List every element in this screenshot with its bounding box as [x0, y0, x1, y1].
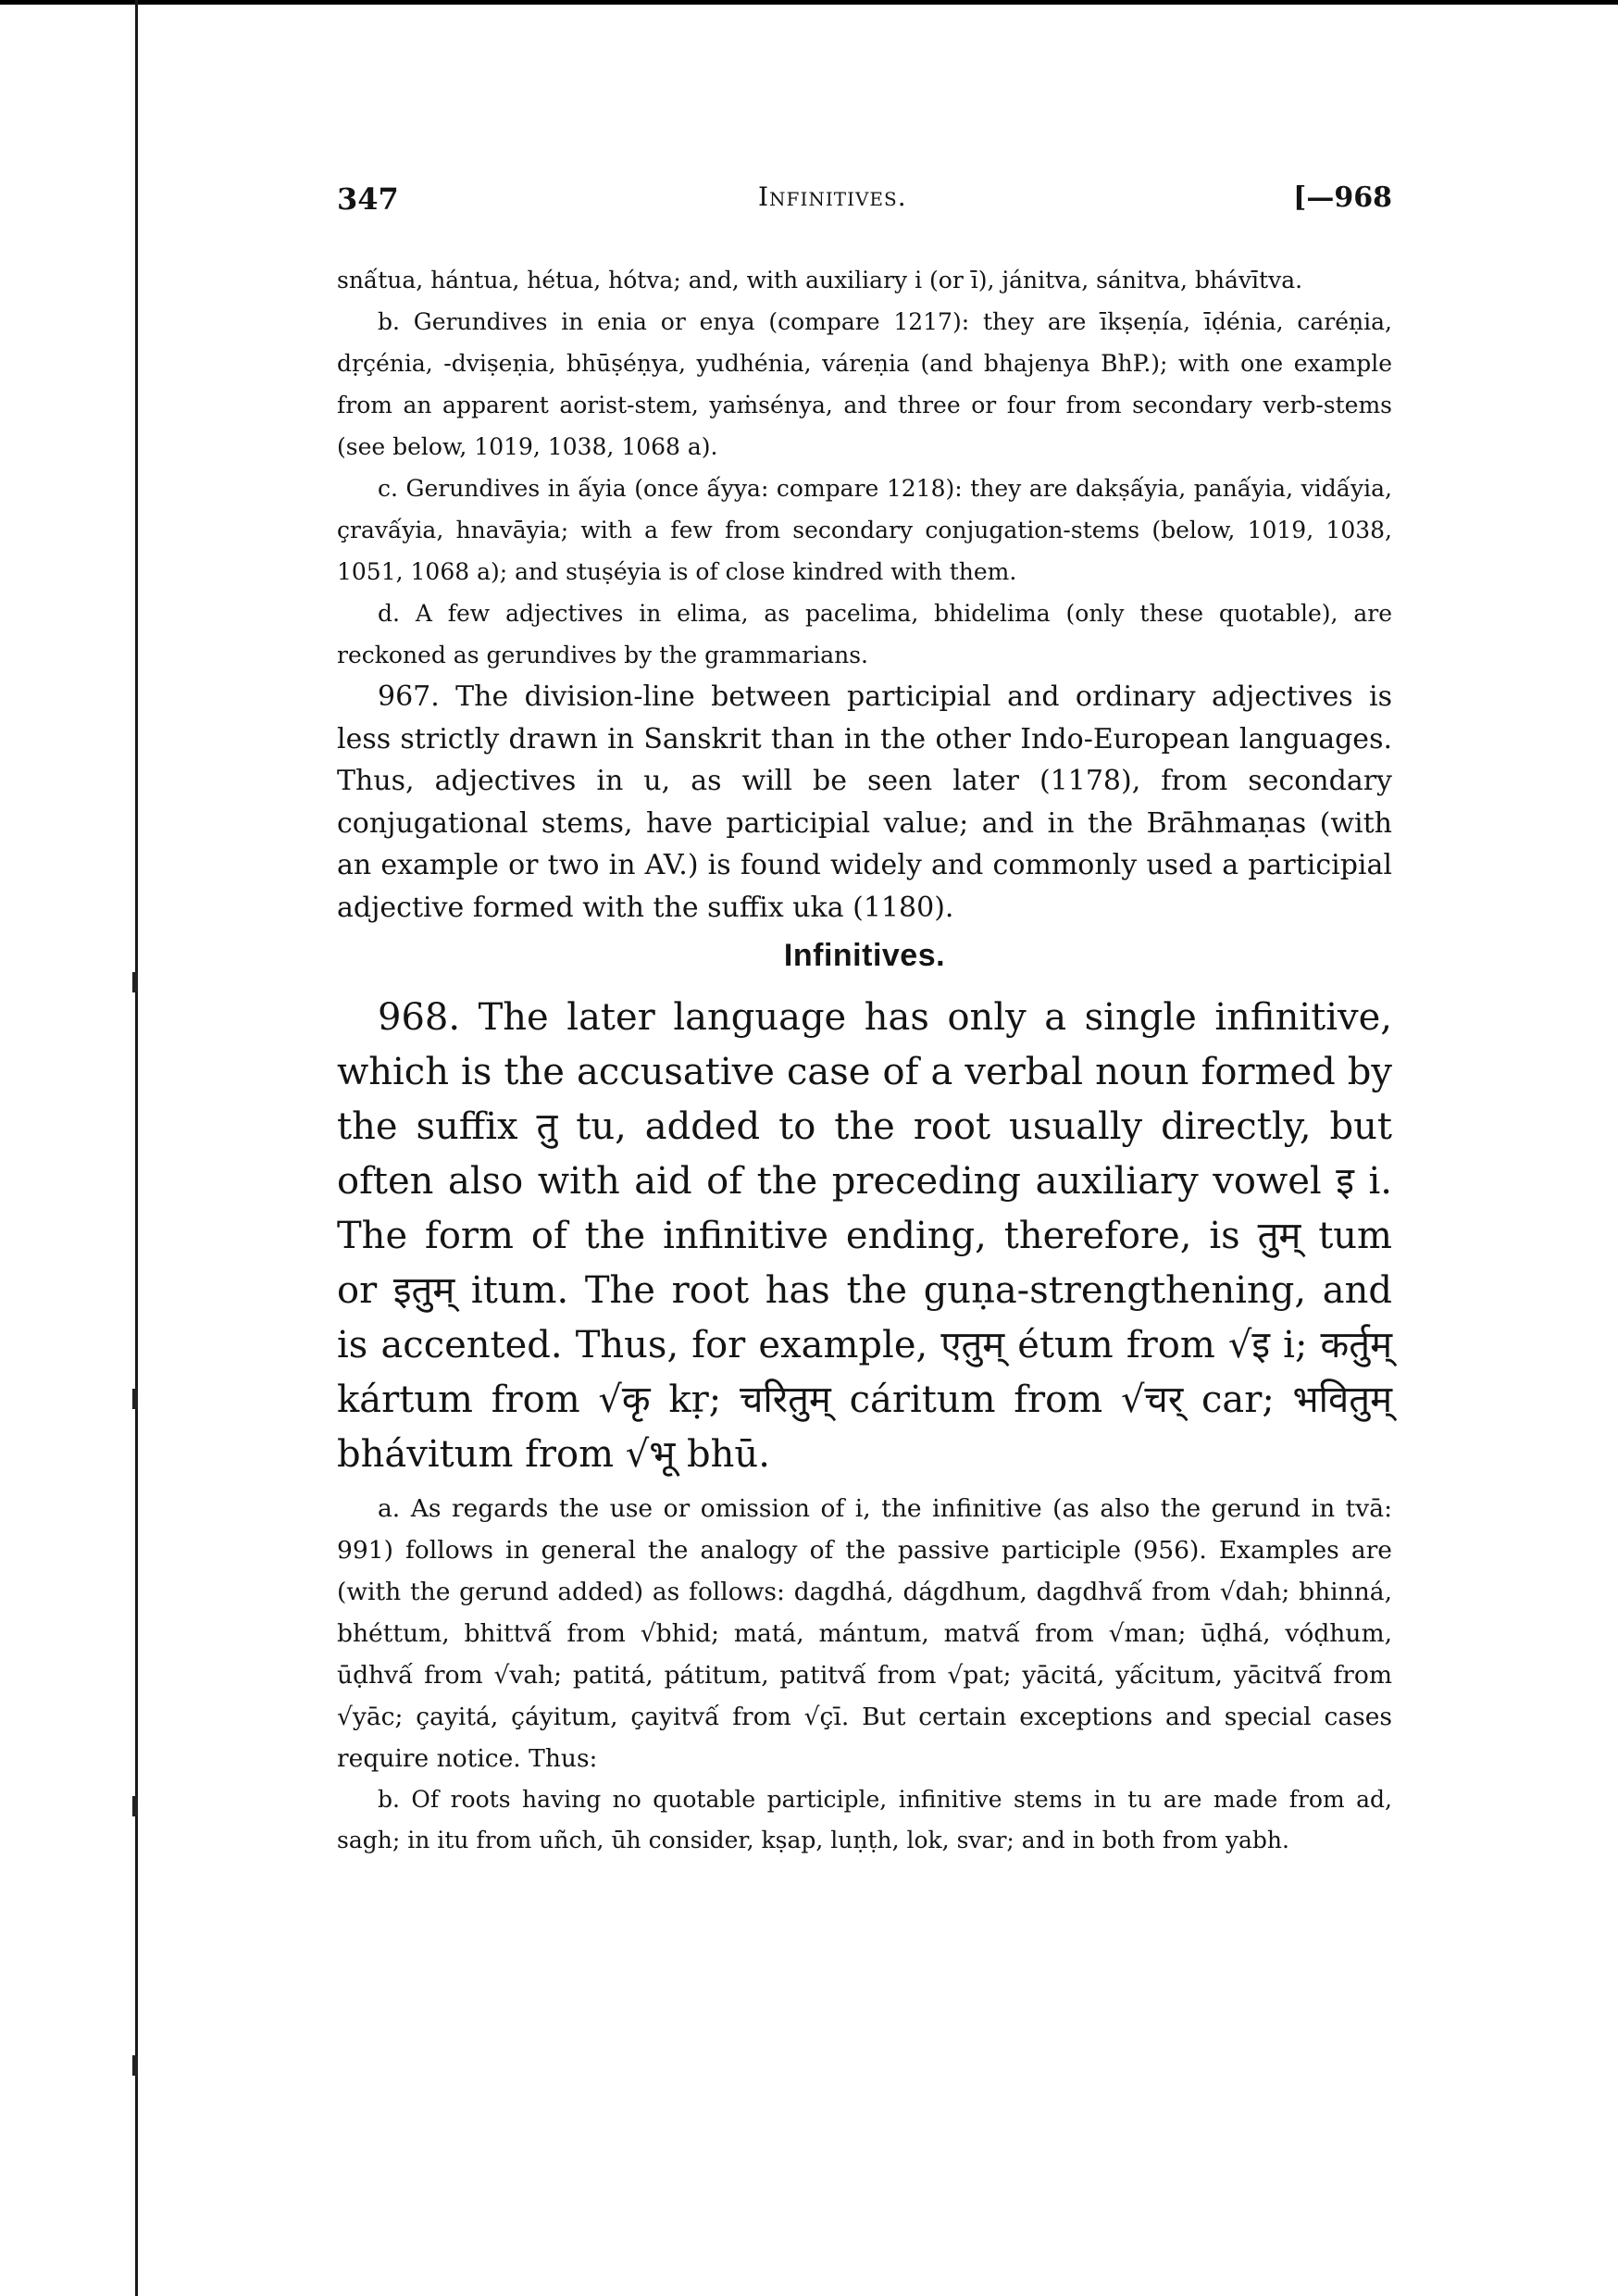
paragraph-967: 967. The division-line between participial and ordinary adjectives is less strictly drawn in Sanskrit than in the other Indo-European languages. Thus, adjectives in u, as will be seen later (1178), from secondary conjugational stems, have participial value; and in the Brāhmaṇas (with an example or two in AV.) is found widely and commonly used a participial adjective formed with the suffix uka (1180).	[337, 680, 1392, 924]
paragraph-968: 968. The later language has only a single infinitive, which is the accusative case of a verbal noun formed by the suffix तु tu, added to the root usually directly, but often also with aid of the preceding auxiliary vowel इ i. The form of the infinitive ending, therefore, is तुम् tum or इतुम् itum. The root has the guṇa-strengthening, and is accented. Thus, for example, एतुम् étum from √इ i; कर्तुम् kártum from √कृ kṛ; चरितुम् cáritum from √चर् car; भवितुम् bhávitum from √भू bhū.	[337, 996, 1392, 1476]
paragraph-966c: c. Gerundives in ấyia (once ấyya: compare 1218): they are dakṣấyia, panấyia, vidấyia, çravấyia, hnavāyia; with a few from secondary conjugation-stems (below, 1019, 1038, 1051, 1068 a); and stuṣéyia is of close kindred with them.	[337, 475, 1392, 585]
paragraph-continuation: snấtua, hántua, hétua, hótva; and, with auxiliary i (or ī), jánitva, sánitva, bhávītva.	[337, 267, 1303, 293]
binding-mark	[132, 1389, 138, 1409]
binding-mark	[132, 2055, 138, 2076]
section-heading: Infinitives.	[783, 938, 946, 973]
paragraph-966d: d. A few adjectives in elima, as pacelima, bhidelima (only these quotable), are reckoned as gerundives by the grammarians.	[337, 600, 1392, 668]
binding-mark	[132, 972, 138, 992]
top-border	[0, 0, 1618, 5]
page-number: 347	[337, 181, 399, 217]
binding-mark	[132, 1796, 138, 1816]
paragraph-968a: a. As regards the use or omission of i, the infinitive (as also the gerund in tvā: 991) follows in general the analogy of the passive participle (956). Examples are (with the gerund added) as follows: dagdhá, dágdhum, dagdhvấ from √dah; bhinná, bhéttum, bhittvấ from √bhid; matá, mántum, matvấ from √man; ūḍhá, vóḍhum, ūḍhvấ from √vah; patitá, pátitum, patitvấ from √pat; yācitá, yấcitum, yācitvấ from √yāc; çayitá, çáyitum, çayitvấ from √çī. But certain exceptions and special cases require notice. Thus:	[337, 1494, 1392, 1773]
running-head	[337, 181, 1392, 226]
page-title: Infinitives.	[758, 181, 907, 212]
paragraph-966b: b. Gerundives in enia or enya (compare 1217): they are īkṣeṇía, īḍénia, caréṇia, dṛçénia, -dviṣeṇia, bhūṣéṇya, yudhénia, váreṇia (and bhajenya BhP.); with one example from an apparent aorist-stem, yaṁsénya, and three or four from secondary verb-stems (see below, 1019, 1038, 1068 a).	[337, 308, 1392, 460]
section-reference: [—968	[1293, 181, 1392, 214]
paragraph-968b: b. Of roots having no quotable participle, infinitive stems in tu are made from ad, sagh; in itu from uñch, ūh consider, kṣap, luṇṭh, lok, svar; and in both from yabh.	[337, 1786, 1392, 1853]
binding-edge	[135, 0, 138, 2296]
page-body	[337, 181, 1392, 1861]
